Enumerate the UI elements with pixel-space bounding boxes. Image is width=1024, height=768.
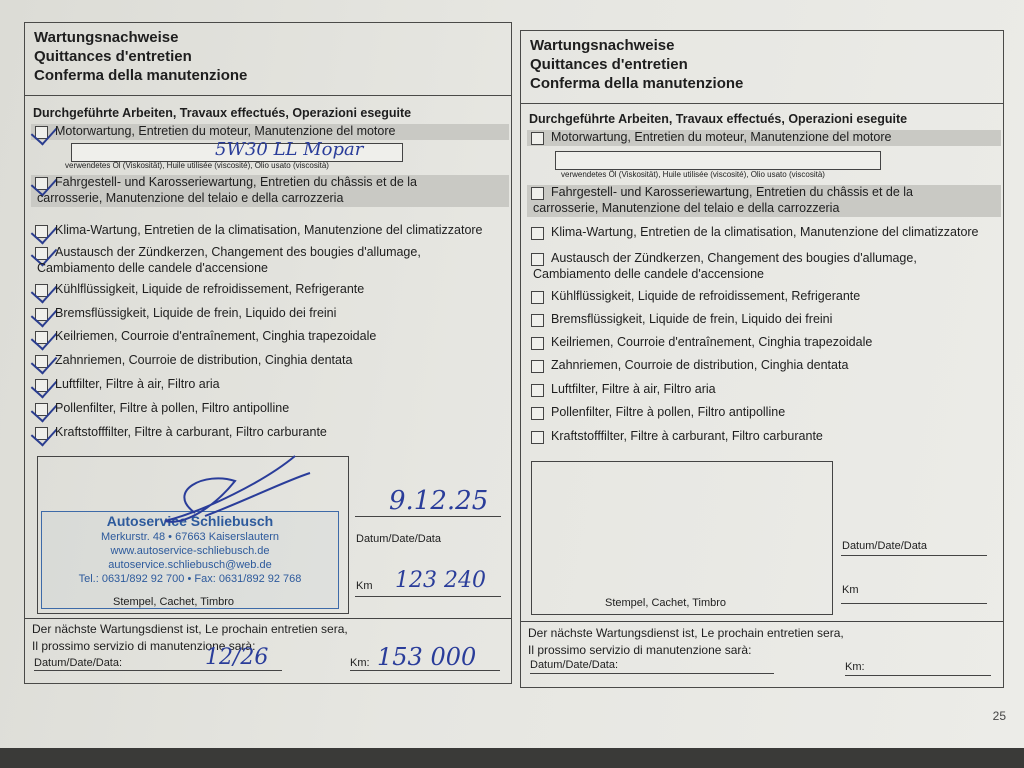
stamp-box xyxy=(531,461,833,615)
work-item-checkbox[interactable] xyxy=(35,331,48,344)
work-item xyxy=(527,185,1001,217)
work-item-checkbox[interactable] xyxy=(531,187,544,200)
section-divider xyxy=(25,618,511,619)
stamp-web: www.autoservice-schliebusch.de xyxy=(110,545,270,557)
work-item-checkbox[interactable] xyxy=(35,379,48,392)
work-item xyxy=(527,312,1001,328)
work-item-label: Keilriemen, Courroie d'entraînement, Cinghia trapezoidale xyxy=(55,329,377,343)
work-section-title: Durchgeführte Arbeiten, Travaux effectués, Operazioni eseguite xyxy=(33,106,412,120)
next-service-text xyxy=(528,625,844,659)
next-date-label: Datum/Date/Data: xyxy=(530,659,619,671)
work-item-checkbox[interactable] xyxy=(35,284,48,297)
stamp-address: Merkurstr. 48 • 67663 Kaiserslautern xyxy=(100,531,280,543)
work-item-label-cont: Cambiamento delle candele d'accensione xyxy=(533,267,765,281)
work-item xyxy=(31,245,509,277)
work-item-label-cont: carrosserie, Manutenzione del telaio e della carrozzeria xyxy=(37,191,344,205)
header-fr: Quittances d'entretien xyxy=(530,56,688,73)
next-km-label: Km: xyxy=(845,661,865,673)
work-item xyxy=(31,223,509,239)
work-item-label: Austausch der Zündkerzen, Changement des bougies d'allumage, xyxy=(55,245,421,259)
next-service-line1: Der nächste Wartungsdienst ist, Le prochain entretien sera, xyxy=(32,622,348,636)
work-item-label: Pollenfilter, Filtre à pollen, Filtro antipolline xyxy=(55,401,290,415)
work-item-label: Kraftstofffilter, Filtre à carburant, Filtro carburante xyxy=(551,429,823,443)
work-item-checkbox[interactable] xyxy=(35,247,48,260)
work-item-checkbox[interactable] xyxy=(531,291,544,304)
work-item xyxy=(31,329,509,345)
work-item-label: Kraftstofffilter, Filtre à carburant, Filtro carburante xyxy=(55,425,327,439)
header-it: Conferma della manutenzione xyxy=(34,67,248,84)
stamp-label: Stempel, Cachet, Timbro xyxy=(605,597,727,609)
work-item-label: Fahrgestell- und Karosseriewartung, Entretien du châssis et de la xyxy=(551,185,913,199)
next-service-line1: Der nächste Wartungsdienst ist, Le prochain entretien sera, xyxy=(528,626,844,640)
next-date-line xyxy=(530,673,774,674)
section-divider xyxy=(521,621,1003,622)
work-item xyxy=(527,225,1001,241)
work-item-label: Motorwartung, Entretien du moteur, Manutenzione del motore xyxy=(55,124,396,138)
work-item-label: Zahnriemen, Courroie de distribution, Cinghia dentata xyxy=(551,358,849,372)
work-item-checkbox[interactable] xyxy=(531,360,544,373)
work-item xyxy=(31,306,509,322)
work-item xyxy=(527,429,1001,445)
page-number: 25 xyxy=(992,709,1006,723)
header-de: Wartungsnachweise xyxy=(530,37,675,54)
work-item-label: Motorwartung, Entretien du moteur, Manutenzione del motore xyxy=(551,130,892,144)
stamp-email: autoservice.schliebusch@web.de xyxy=(108,559,272,571)
oil-viscosity-label: verwendetes Öl (Viskosität), Huile utilisée (viscosité), Olio usato (viscosità) xyxy=(561,170,825,179)
maintenance-record-right xyxy=(520,30,1004,688)
work-item-label: Luftfilter, Filtre à air, Filtro aria xyxy=(55,377,220,391)
date-line xyxy=(355,516,501,517)
work-item-checkbox[interactable] xyxy=(35,308,48,321)
km-label: Km xyxy=(356,580,373,592)
header-it: Conferma della manutenzione xyxy=(530,75,744,92)
date-label: Datum/Date/Data xyxy=(356,533,441,545)
work-item-label: Pollenfilter, Filtre à pollen, Filtro antipolline xyxy=(551,405,786,419)
km-line xyxy=(355,596,501,597)
date-line xyxy=(841,555,987,556)
odometer-value: 123 240 xyxy=(395,568,486,593)
work-item xyxy=(527,251,1001,283)
work-item-checkbox[interactable] xyxy=(531,253,544,266)
next-date-line xyxy=(34,670,282,671)
work-item xyxy=(527,358,1001,374)
work-item-checkbox[interactable] xyxy=(531,314,544,327)
stamp-phone: Tel.: 0631/892 92 700 • Fax: 0631/892 92 768 xyxy=(78,573,302,585)
next-service-line2: Il prossimo servizio di manutenzione sarà: xyxy=(528,643,752,657)
next-date-value: 12/26 xyxy=(205,645,269,670)
card-header xyxy=(25,23,511,96)
work-item-checkbox[interactable] xyxy=(531,384,544,397)
work-item xyxy=(31,175,509,207)
work-item-label: Zahnriemen, Courroie de distribution, Cinghia dentata xyxy=(55,353,353,367)
work-item-label: Fahrgestell- und Karosseriewartung, Entretien du châssis et de la xyxy=(55,175,417,189)
stamp-name: Autoservice Schliebusch xyxy=(106,513,274,529)
work-item-checkbox[interactable] xyxy=(35,403,48,416)
work-item xyxy=(31,425,509,441)
work-item-label: Bremsflüssigkeit, Liquide de frein, Liquido dei freini xyxy=(551,312,833,326)
next-km-value: 153 000 xyxy=(377,643,477,671)
work-item-checkbox[interactable] xyxy=(531,227,544,240)
km-line xyxy=(841,603,987,604)
work-item xyxy=(31,124,509,140)
maintenance-record-left xyxy=(24,22,512,684)
service-date-value: 9.12.25 xyxy=(389,486,489,516)
next-km-line xyxy=(350,670,500,671)
oil-viscosity-label: verwendetes Öl (Viskosität), Huile utilisée (viscosité), Olio usato (viscosità) xyxy=(65,161,329,170)
work-item-checkbox[interactable] xyxy=(35,225,48,238)
work-item-label-cont: carrosserie, Manutenzione del telaio e della carrozzeria xyxy=(533,201,840,215)
work-section-title: Durchgeführte Arbeiten, Travaux effectués, Operazioni eseguite xyxy=(529,112,908,126)
work-item xyxy=(527,289,1001,305)
work-item-label: Keilriemen, Courroie d'entraînement, Cinghia trapezoidale xyxy=(551,335,873,349)
work-item xyxy=(31,401,509,417)
next-service-text xyxy=(32,621,348,655)
header-fr: Quittances d'entretien xyxy=(34,48,192,65)
work-item-label-cont: Cambiamento delle candele d'accensione xyxy=(37,261,269,275)
next-km-line xyxy=(845,675,991,676)
work-item xyxy=(527,335,1001,351)
work-item xyxy=(527,130,1001,146)
stamp-label: Stempel, Cachet, Timbro xyxy=(113,596,235,608)
signature xyxy=(145,451,315,531)
work-item xyxy=(31,282,509,298)
work-item-label: Bremsflüssigkeit, Liquide de frein, Liquido dei freini xyxy=(55,306,337,320)
date-label: Datum/Date/Data xyxy=(842,540,927,552)
next-km-label: Km: xyxy=(350,657,370,669)
work-item xyxy=(527,382,1001,398)
oil-viscosity-value: 5W30 LL Mopar xyxy=(215,139,364,160)
work-item-label: Kühlflüssigkeit, Liquide de refroidissement, Refrigerante xyxy=(551,289,861,303)
work-item-checkbox[interactable] xyxy=(531,132,544,145)
next-service-line2: Il prossimo servizio di manutenzione sarà: xyxy=(32,639,256,653)
work-item xyxy=(527,405,1001,421)
km-label: Km xyxy=(842,584,859,596)
next-date-label: Datum/Date/Data: xyxy=(34,657,123,669)
header-de: Wartungsnachweise xyxy=(34,29,179,46)
work-item xyxy=(31,377,509,393)
work-item-checkbox[interactable] xyxy=(35,355,48,368)
work-item-checkbox[interactable] xyxy=(35,427,48,440)
work-item-label: Kühlflüssigkeit, Liquide de refroidissement, Refrigerante xyxy=(55,282,365,296)
oil-viscosity-field[interactable] xyxy=(555,151,881,170)
work-item-label: Klima-Wartung, Entretien de la climatisation, Manutenzione del climatizzatore xyxy=(55,223,483,237)
work-item-checkbox[interactable] xyxy=(531,337,544,350)
work-item-checkbox[interactable] xyxy=(35,126,48,139)
work-item-label: Luftfilter, Filtre à air, Filtro aria xyxy=(551,382,716,396)
work-item-checkbox[interactable] xyxy=(531,407,544,420)
work-item-checkbox[interactable] xyxy=(531,431,544,444)
work-item-checkbox[interactable] xyxy=(35,177,48,190)
work-item xyxy=(31,353,509,369)
work-item-label: Austausch der Zündkerzen, Changement des bougies d'allumage, xyxy=(551,251,917,265)
work-item-label: Klima-Wartung, Entretien de la climatisation, Manutenzione del climatizzatore xyxy=(551,225,979,239)
card-header xyxy=(521,31,1003,104)
